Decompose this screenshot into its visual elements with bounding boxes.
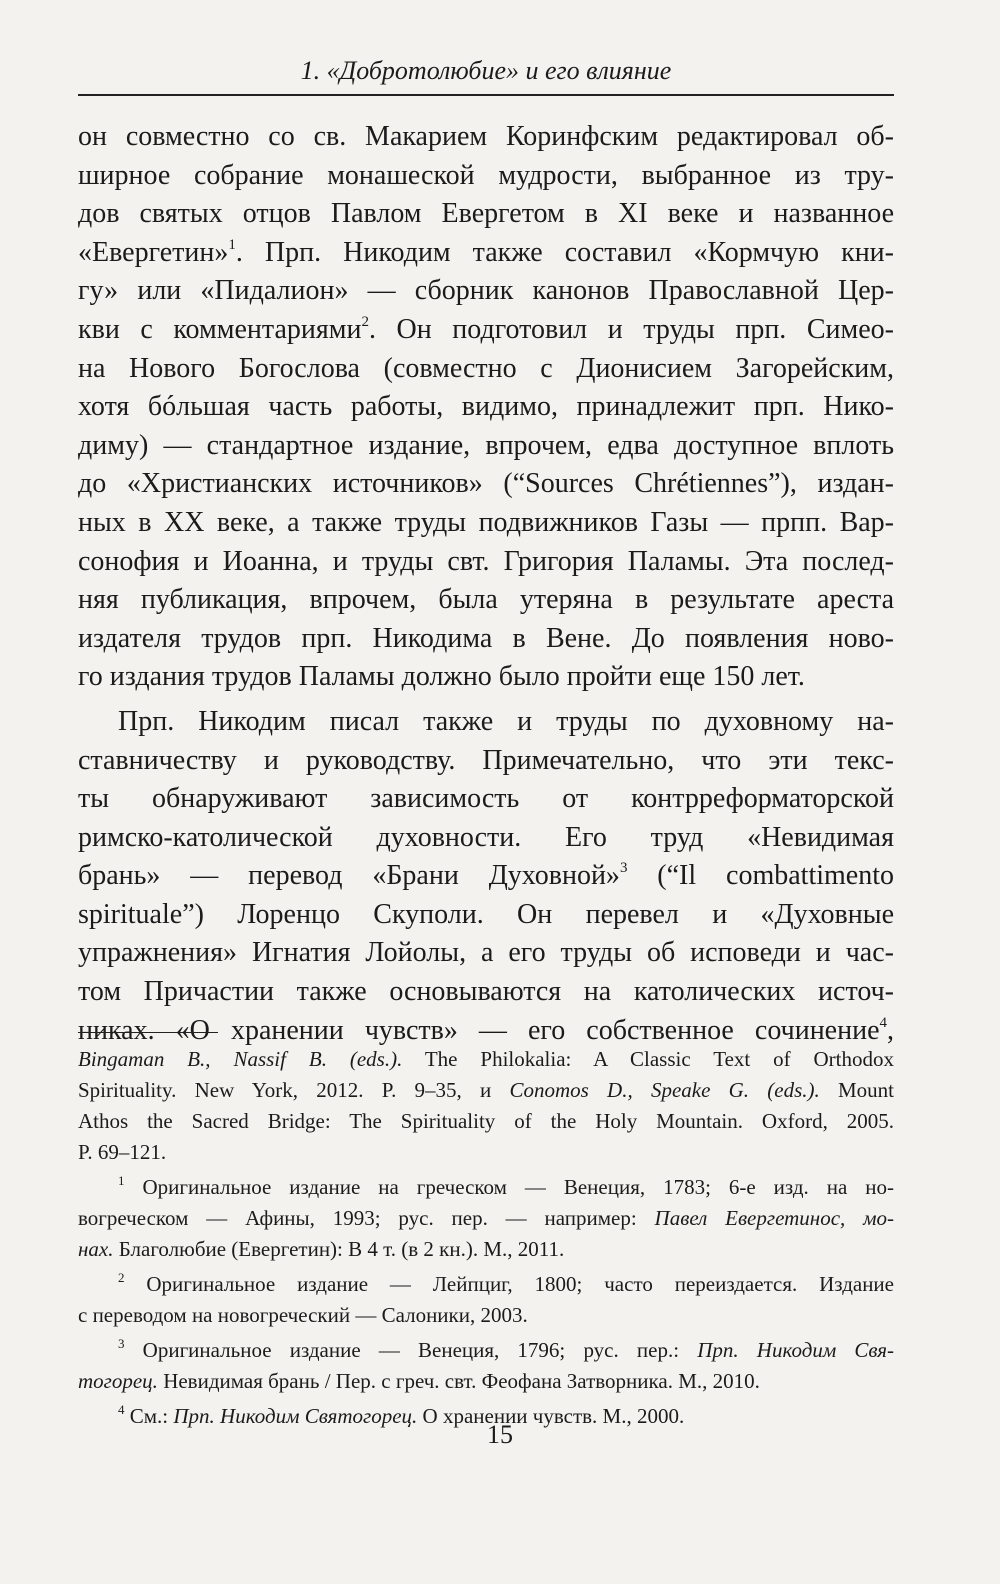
text-line: на Нового Богослова (совместно с Дионисием Загорейским, <box>78 352 894 384</box>
text-line: Athos the Sacred Bridge: The Spirituality of the Holy Mountain. Oxford, 2005. <box>78 1109 894 1133</box>
text-line: Spirituality. New York, 2012. P. 9–35, и Conomos D., Speake G. (eds.). Mount <box>78 1078 894 1102</box>
page-number: 15 <box>487 1420 513 1449</box>
text-line: кви с комментариями$^2$. Он подготовил и труды прп. Симео- <box>78 313 894 345</box>
text-line: римско-католической духовности. Его труд «Невидимая <box>78 821 894 853</box>
footnote-divider <box>78 1032 218 1033</box>
text-line: диму) — стандартное издание, впрочем, едва доступное вплоть <box>78 429 894 461</box>
text-line: нах. Благолюбие (Евергетин): В 4 т. (в 2 кн.). М., 2011. <box>78 1237 565 1261</box>
text-line: P. 69–121. <box>78 1140 167 1164</box>
footnote-ref-1: 1 <box>228 236 236 253</box>
footnote-2 <box>78 1269 894 1331</box>
paragraph-2 <box>78 703 894 1050</box>
text-line: няя публикация, впрочем, была утеряна в результате ареста <box>78 584 894 616</box>
text-line: ставничеству и руководству. Примечательно, что эти текс- <box>78 744 894 776</box>
text-line: вогреческом — Афины, 1993; рус. пер. — например: Павел Евергетинос, мо- <box>78 1206 894 1230</box>
text-line: до «Христианских источников» (“Sources Chrétiennes”), издан- <box>78 468 894 500</box>
footnotes <box>78 1044 894 1432</box>
text-line: $^4$ См.: Прп. Никодим Святогорец. О хранении чувств. М., 2000. <box>118 1402 685 1428</box>
text-line: $^3$ Оригинальное издание — Венеция, 1796; рус. пер.: Прп. Никодим Свя- <box>118 1336 895 1362</box>
text-line: упражнения» Игнатия Лойолы, а его труды об исповеди и час- <box>78 937 894 969</box>
text-line: никах. «О хранении чувств» — его собственное сочинение$^4$, <box>78 1014 894 1046</box>
running-head: 1. «Добротолюбие» и его влияние <box>78 50 894 96</box>
text-line: го издания трудов Паламы должно было пройти еще 150 лет. <box>78 661 805 693</box>
text-line: ширное собрание монашеской мудрости, выбранное из тру- <box>78 159 894 191</box>
text-line: брань» — перевод «Брани Духовной»$^3$ (“Il combattimento <box>78 860 894 892</box>
footnote-1 <box>78 1172 894 1265</box>
footnote-reference <box>78 1044 894 1168</box>
text-line: $^1$ Оригинальное издание на греческом — Венеция, 1783; 6-е изд. на но- <box>118 1173 894 1199</box>
main-text <box>78 118 894 1050</box>
text-line: spirituale”) Лоренцо Скуполи. Он перевел и «Духовные <box>78 898 894 930</box>
footnote-ref-4: 4 <box>879 1014 887 1031</box>
footnote-ref-2: 2 <box>361 313 369 330</box>
text-line: издателя трудов прп. Никодима в Вене. До появления ново- <box>78 622 894 654</box>
text-line: том Причастии также основываются на католических источ- <box>78 976 894 1008</box>
text-line: ты обнаруживают зависимость от контрреформаторской <box>78 783 894 815</box>
text-line: дов святых отцов Павлом Евергетом в XI веке и названное <box>78 198 894 230</box>
text-line: «Евергетин»$^1$. Прп. Никодим также составил «Кормчую кни- <box>78 236 894 268</box>
paragraph-1 <box>78 118 894 697</box>
footnote-ref-3: 3 <box>619 860 628 877</box>
text-line: хотя бóльшая часть работы, видимо, принадлежит прп. Нико- <box>78 391 894 423</box>
text-line: он совместно со св. Макарием Коринфским редактировал об- <box>78 121 894 152</box>
text-line: гу» или «Пидалион» — сборник канонов Православной Цер- <box>78 275 894 307</box>
text-line: Bingaman B., Nassif B. (eds.). The Philokalia: A Classic Text of Orthodox <box>78 1047 894 1071</box>
text-line: $^2$ Оригинальное издание — Лейпциг, 1800; часто переиздается. Издание <box>118 1270 894 1296</box>
text-line: тогорец. Невидимая брань / Пер. с греч. свт. Феофана Затворника. М., 2010. <box>78 1369 760 1393</box>
footnote-3 <box>78 1335 894 1397</box>
text-line: сонофия и Иоанна, и труды свт. Григория Паламы. Эта послед- <box>78 545 894 577</box>
text-line: Прп. Никодим писал также и труды по духовному на- <box>118 705 894 737</box>
text-line: с переводом на новогреческий — Салоники, 2003. <box>78 1303 528 1327</box>
text-line: ных в XX веке, а также труды подвижников Газы — прпп. Вар- <box>78 506 894 538</box>
